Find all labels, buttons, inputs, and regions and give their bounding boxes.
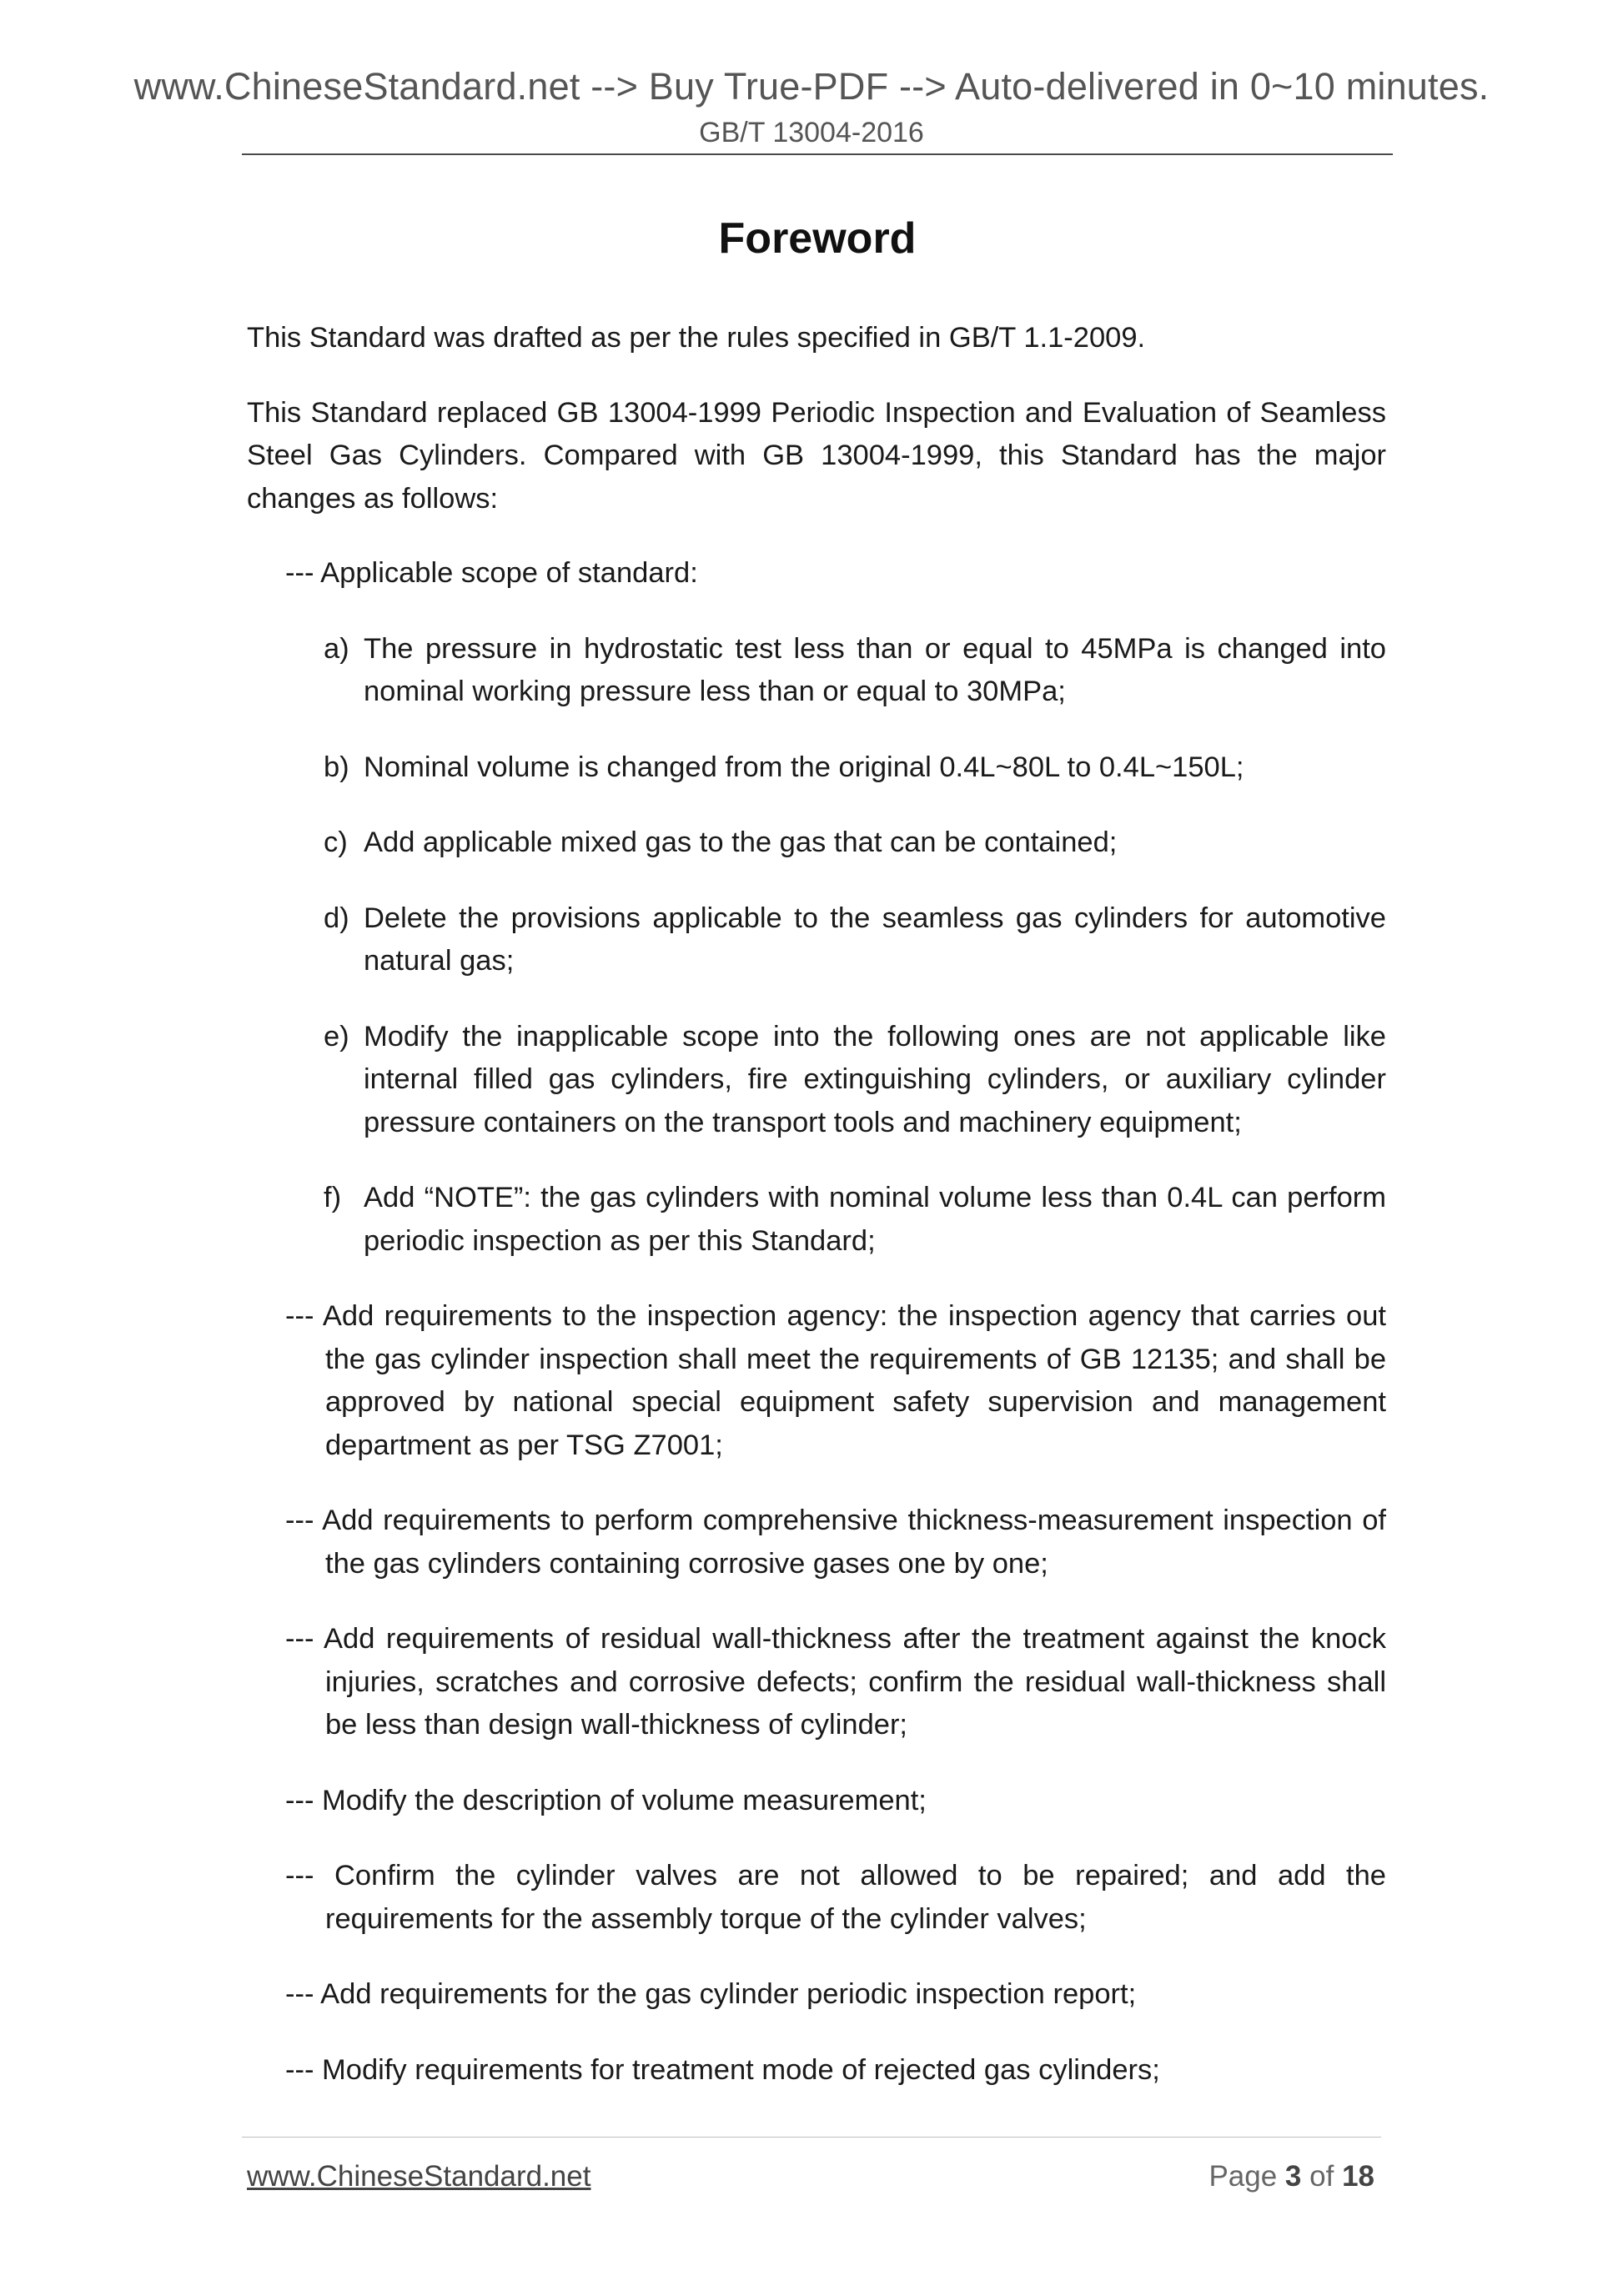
footer-divider bbox=[242, 2137, 1381, 2138]
list-item-text: The pressure in hydrostatic test less than or equal to 45MPa is changed into nominal working pressure less than or equal to 30MPa; bbox=[364, 632, 1386, 707]
document-body bbox=[247, 317, 1386, 2124]
list-item-letter: a) bbox=[324, 632, 349, 665]
page-total: 18 bbox=[1342, 2160, 1374, 2193]
list-item-letter: e) bbox=[324, 1020, 349, 1053]
page-current: 3 bbox=[1284, 2160, 1302, 2193]
list-item bbox=[247, 897, 1386, 983]
scope-list bbox=[247, 628, 1386, 1264]
standard-code: GB/T 13004-2016 bbox=[699, 117, 924, 148]
list-item bbox=[247, 821, 1386, 865]
change-item-inspection-agency: --- Add requirements to the inspection agency: the inspection agency that carries out the gas cylinder inspection shall meet the requirements of GB 12135; and shall be approved by national special equipment safety supervision and management department as per TSG Z7001; bbox=[285, 1300, 1386, 1461]
page-title: Foreword bbox=[718, 214, 917, 263]
paragraph-drafting-rules: This Standard was drafted as per the rules specified in GB/T 1.1-2009. bbox=[247, 322, 1146, 354]
change-item-rejected-cylinders: --- Modify requirements for treatment mode of rejected gas cylinders; bbox=[285, 2053, 1160, 2086]
header-divider bbox=[242, 153, 1393, 155]
paragraph-replacement: This Standard replaced GB 13004-1999 Periodic Inspection and Evaluation of Seamless Steel Gas Cylinders. Compared with GB 13004-1999, this Standard has the major changes as follows: bbox=[247, 396, 1386, 515]
list-item bbox=[247, 1016, 1386, 1145]
change-item-inspection-report: --- Add requirements for the gas cylinder periodic inspection report; bbox=[285, 1978, 1137, 2010]
page-number bbox=[1208, 2160, 1374, 2193]
list-item-text: Add applicable mixed gas to the gas that can be contained; bbox=[364, 826, 1118, 858]
list-item-letter: b) bbox=[324, 751, 349, 783]
change-item-residual-wall-thickness: --- Add requirements of residual wall-thickness after the treatment against the knock injuries, scratches and corrosive defects; confirm the residual wall-thickness shall be less than design wall-thickness of cylinder; bbox=[285, 1623, 1386, 1741]
site-banner: www.ChineseStandard.net --> Buy True-PDF --> Auto-delivered in 0~10 minutes. bbox=[133, 65, 1490, 108]
footer-website-link[interactable]: www.ChineseStandard.net bbox=[247, 2160, 591, 2193]
change-item-thickness-measurement: --- Add requirements to perform comprehensive thickness-measurement inspection of the gas cylinders containing corrosive gases one by one; bbox=[285, 1505, 1386, 1580]
list-item bbox=[247, 628, 1386, 714]
list-item-letter: f) bbox=[324, 1182, 342, 1213]
list-item-text: Delete the provisions applicable to the seamless gas cylinders for automotive natural gas; bbox=[364, 902, 1386, 977]
list-item-letter: c) bbox=[324, 826, 348, 858]
list-item-text: Add “NOTE”: the gas cylinders with nominal volume less than 0.4L can perform periodic inspection as per this Standard; bbox=[364, 1182, 1386, 1257]
list-item-text: Nominal volume is changed from the original 0.4L~80L to 0.4L~150L; bbox=[364, 751, 1244, 783]
list-item-letter: d) bbox=[324, 902, 349, 934]
scope-heading: --- Applicable scope of standard: bbox=[285, 557, 698, 589]
change-item-volume-measurement: --- Modify the description of volume measurement; bbox=[285, 1784, 927, 1816]
page-of: of bbox=[1309, 2160, 1334, 2193]
list-item bbox=[247, 746, 1386, 790]
page-prefix: Page bbox=[1208, 2160, 1278, 2193]
change-item-cylinder-valves: --- Confirm the cylinder valves are not allowed to be repaired; and add the requirements for the assembly torque of the cylinder valves; bbox=[285, 1860, 1386, 1935]
list-item-text: Modify the inapplicable scope into the following ones are not applicable like internal filled gas cylinders, fire extinguishing cylinders, or auxiliary cylinder pressure containers on the transport tools and machinery equipment; bbox=[364, 1020, 1386, 1138]
list-item bbox=[247, 1177, 1386, 1263]
